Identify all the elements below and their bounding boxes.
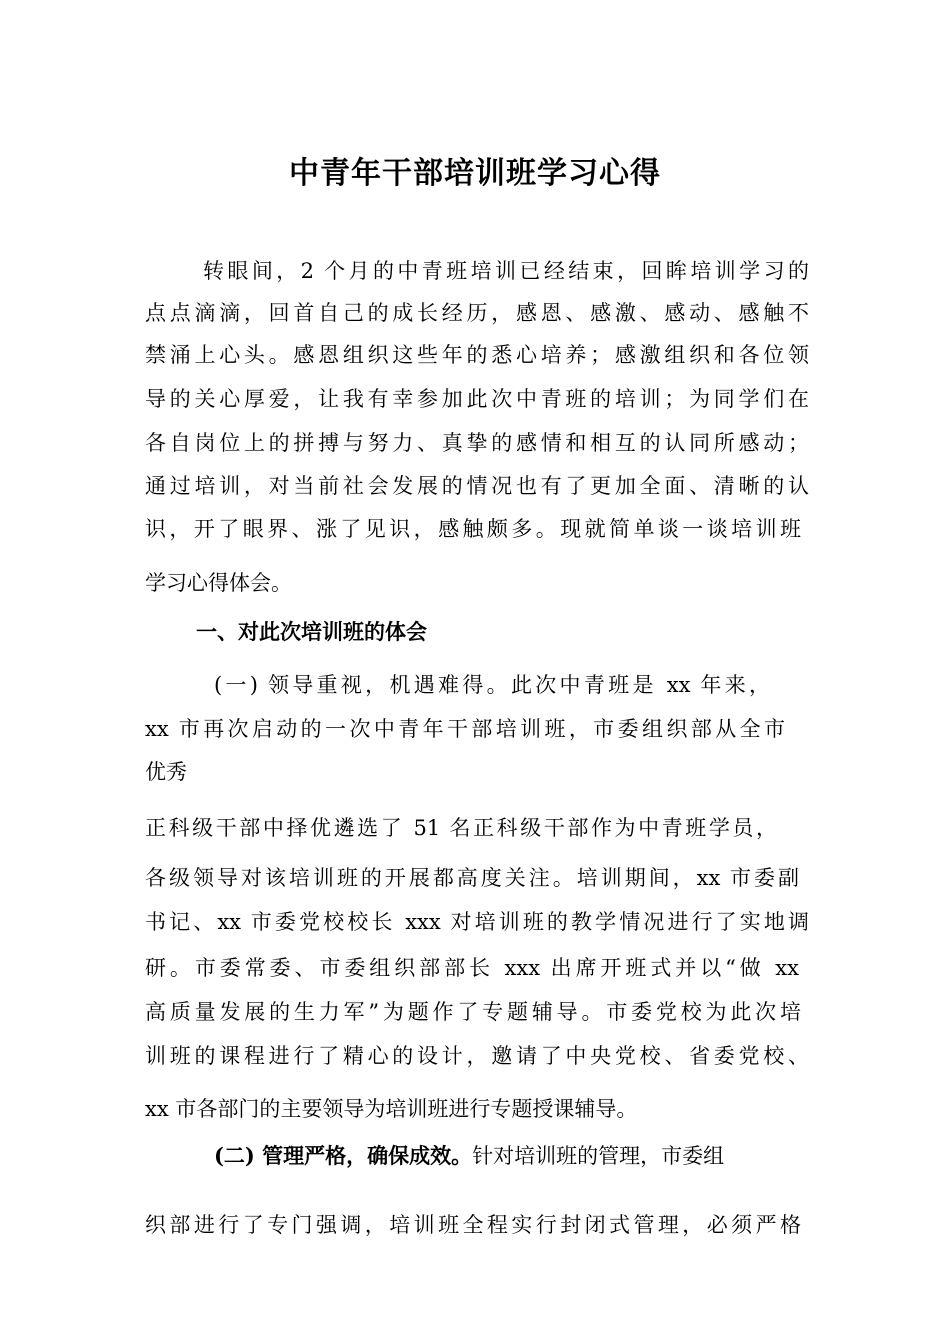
paragraph-line: 学习心得体会。 [145,571,292,595]
paragraph-line: 禁涌上心头。感恩组织这些年的悉心培养；感激组织和各位领 [145,343,809,367]
document-title: 中青年干部培训班学习心得 [289,156,661,191]
paragraph-line: 训班的课程进行了精心的设计，邀请了中央党校、省委党校、 [145,1044,809,1068]
paragraph-line: 通过培训，对当前社会发展的情况也有了更加全面、清晰的认 [145,474,809,498]
paragraph-line: xx 市再次启动的一次中青年干部培训班，市委组织部从全市 [145,717,785,741]
paragraph-line: 导的关心厚爱，让我有幸参加此次中青班的培训；为同学们在 [145,387,809,411]
paragraph-line: 正科级干部中择优遴选了 51 名正科级干部作为中青班学员， [145,816,777,840]
paragraph-line: 转眼间，2 个月的中青班培训已经结束，回眸培训学习的 [203,259,809,283]
paragraph-line: 点点滴滴，回首自己的成长经历，感恩、感激、感动、感触不 [145,301,809,325]
paragraph-line: 各级领导对该培训班的开展都高度关注。培训期间，xx 市委副 [145,866,799,890]
paragraph-line: 优秀 [145,760,187,784]
paragraph-line: 研。市委常委、市委组织部部长 xxx 出席开班式并以“做 xx [145,956,799,980]
paragraph-line: 高质量发展的生力军”为题作了专题辅导。市委党校为此次培 [145,1000,801,1024]
section-heading: 一、对此次培训班的体会 [196,620,427,644]
paragraph-line: 书记、xx 市委党校校长 xxx 对培训班的教学情况进行了实地调 [145,910,809,934]
paragraph-line: 识，开了眼界、涨了见识，感触颇多。现就简单谈一谈培训班 [145,517,801,541]
subheading-line: (一) 领导重视，机遇难得。此次中青班是 xx 年来， [214,673,770,697]
subheading-lead: (二) 管理严格，确保成效。 [214,1143,473,1168]
subheading-line [214,1141,814,1171]
paragraph-line: xx 市各部门的主要领导为培训班进行专题授课辅导。 [145,1097,638,1121]
paragraph-line: 各自岗位上的拼搏与努力、真挚的感情和相互的认同所感动； [145,431,809,455]
subheading-rest: 针对培训班的管理，市委组 [472,1144,725,1168]
paragraph-line: 织部进行了专门强调，培训班全程实行封闭式管理，必须严格 [145,1213,801,1237]
